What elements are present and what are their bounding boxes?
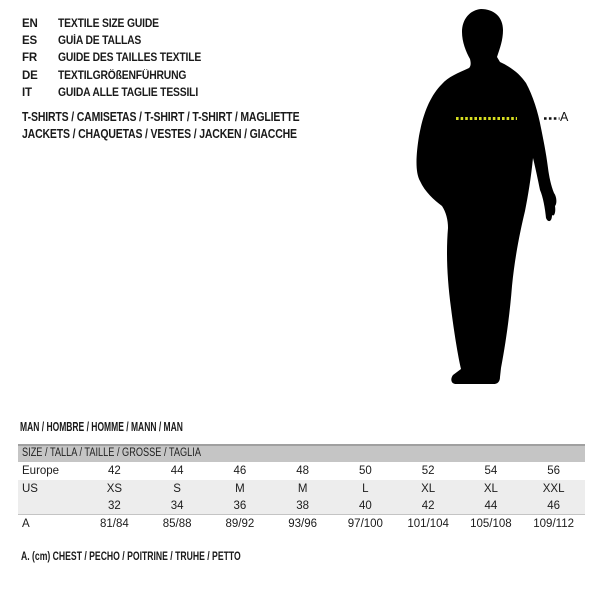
measure-label-a: A bbox=[560, 110, 569, 124]
row-label: A bbox=[22, 517, 30, 530]
table-cell: 109/112 bbox=[533, 517, 574, 530]
table-cell: 46 bbox=[547, 499, 561, 512]
table-cell: 36 bbox=[233, 499, 247, 512]
table-cell: 81/84 bbox=[99, 517, 129, 530]
table-cell: 34 bbox=[170, 499, 184, 512]
language-code: IT bbox=[22, 87, 32, 100]
language-code: ES bbox=[22, 35, 37, 48]
table-cell: XL bbox=[483, 482, 498, 495]
table-cell: 32 bbox=[107, 499, 121, 512]
size-table-header-label: SIZE / TALLA / TAILLE / GRÖSSE / TAGLIA bbox=[22, 447, 201, 459]
table-cell: 105/108 bbox=[470, 517, 512, 530]
man-silhouette-shape bbox=[417, 9, 557, 384]
language-code: FR bbox=[22, 52, 37, 65]
size-table-header bbox=[18, 444, 585, 462]
table-cell: 85/88 bbox=[162, 517, 192, 530]
table-row-us-numeric bbox=[18, 497, 585, 514]
language-code: EN bbox=[22, 17, 38, 30]
guide-title-es: GUÍA DE TALLAS bbox=[58, 35, 142, 48]
measurement-footnote: A. (cm) CHEST / PECHO / POITRINE / TRUHE / PETTO bbox=[21, 549, 241, 563]
table-cell: XXL bbox=[542, 482, 565, 495]
table-cell: 44 bbox=[484, 499, 498, 512]
table-cell: 52 bbox=[421, 465, 435, 477]
section-title-man: MAN / HOMBRE / HOMME / MANN / MAN bbox=[20, 420, 183, 434]
table-row-us bbox=[18, 480, 585, 497]
language-code: DE bbox=[22, 69, 38, 82]
category-line-tshirts: T-SHIRTS / CAMISETAS / T-SHIRT / T-SHIRT / MAGLIETTE bbox=[22, 110, 300, 124]
size-table bbox=[18, 444, 585, 532]
table-cell: 97/100 bbox=[347, 517, 383, 530]
table-cell: M bbox=[297, 482, 308, 495]
guide-title-de: TEXTILGRÖßENFÜHRUNG bbox=[58, 69, 187, 82]
table-cell: M bbox=[235, 482, 245, 495]
table-cell: 42 bbox=[421, 499, 435, 512]
table-cell: XL bbox=[421, 482, 436, 495]
table-cell: 40 bbox=[358, 499, 372, 512]
table-cell: 54 bbox=[484, 465, 498, 477]
row-label: Europe bbox=[22, 465, 60, 477]
category-line-jackets: JACKETS / CHAQUETAS / VESTES / JACKEN / GIACCHE bbox=[22, 127, 297, 142]
table-row-chest-a bbox=[18, 514, 585, 532]
table-row-europe bbox=[18, 462, 585, 480]
guide-title-fr: GUIDE DES TAILLES TEXTILE bbox=[58, 52, 202, 65]
table-cell: 50 bbox=[358, 465, 372, 477]
table-cell: 89/92 bbox=[225, 517, 255, 530]
table-cell: 93/96 bbox=[288, 517, 318, 530]
guide-title-en: TEXTILE SIZE GUIDE bbox=[58, 17, 159, 30]
table-cell: 48 bbox=[296, 465, 310, 477]
table-cell: L bbox=[362, 482, 369, 495]
table-cell: XS bbox=[106, 482, 123, 495]
table-cell: 38 bbox=[296, 499, 310, 512]
row-label: US bbox=[22, 482, 38, 495]
table-cell: 42 bbox=[107, 465, 121, 477]
guide-title-it: GUIDA ALLE TAGLIE TESSILI bbox=[58, 87, 199, 100]
table-cell: 101/104 bbox=[407, 517, 449, 530]
table-cell: 56 bbox=[547, 465, 561, 477]
table-cell: 44 bbox=[170, 465, 184, 477]
table-cell: 46 bbox=[233, 465, 247, 477]
table-cell: S bbox=[173, 482, 181, 495]
